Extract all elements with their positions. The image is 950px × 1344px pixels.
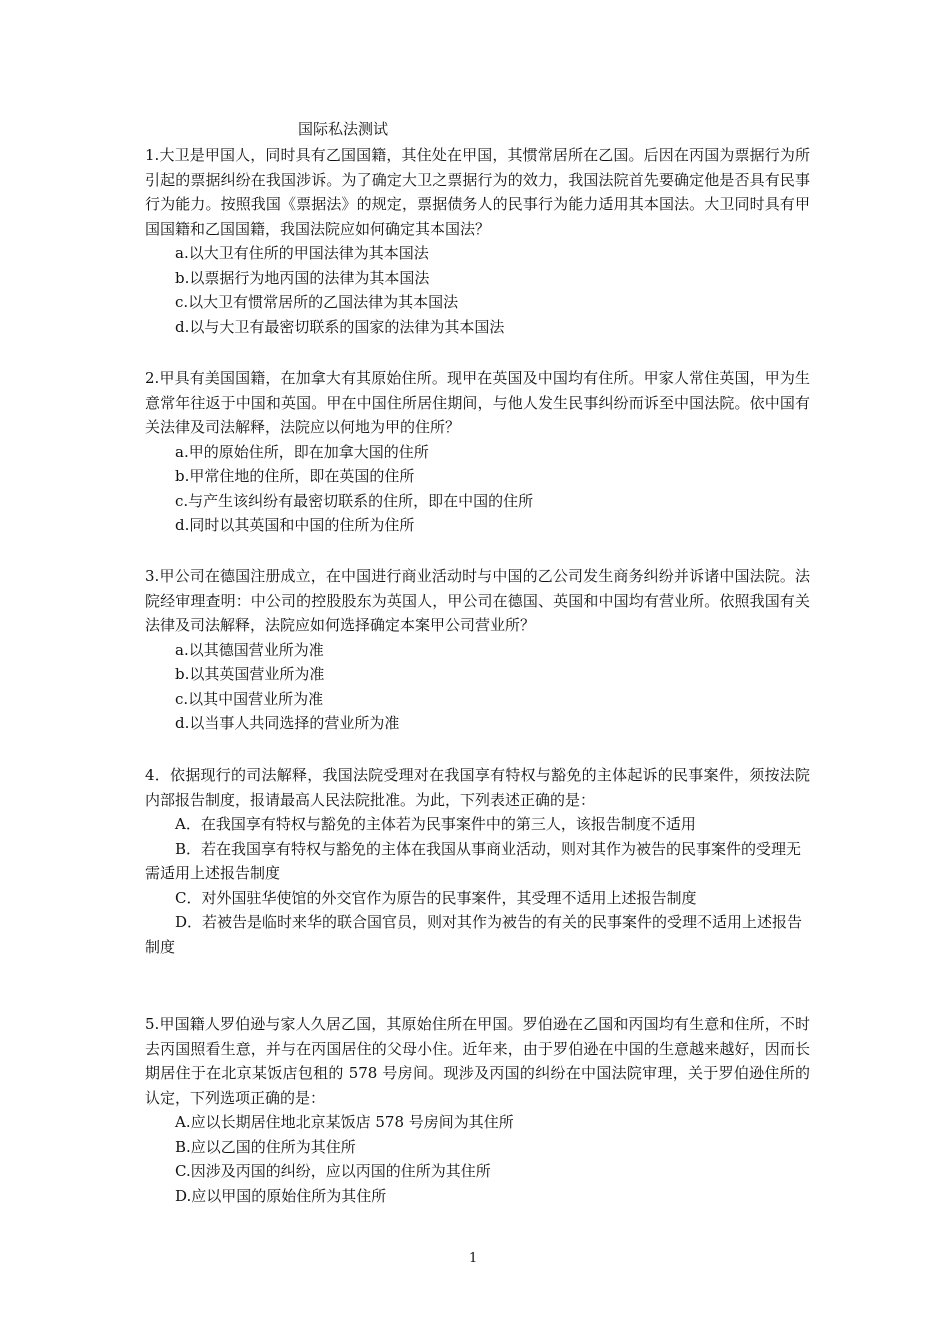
question-text: 3.甲公司在德国注册成立，在中国进行商业活动时与中国的乙公司发生商务纠纷并诉诸中国法院。法院经审理查明：中公司的控股股东为英国人，甲公司在德国、英国和中国均有营业所。依照我国有关法律及司法解释，法院应如何选择确定本案甲公司营业所？ bbox=[145, 567, 810, 634]
option-c: C．对外国驻华使馆的外交官作为原告的民事案件，其受理不适用上述报告制度 bbox=[175, 888, 697, 907]
option-d: D.应以甲国的原始住所为其住所 bbox=[175, 1186, 387, 1205]
question-2 bbox=[145, 366, 810, 538]
option-b: b.以其英国营业所为准 bbox=[175, 665, 325, 683]
question-text: 1.大卫是甲国人，同时具有乙国国籍，其住处在甲国，其惯常居所在乙国。后因在丙国为票据行为所引起的票据纠纷在我国涉诉。为了确定大卫之票据行为的效力，我国法院首先要确定他是否具有民事行为能力。按照我国《票据法》的规定，票据债务人的民事行为能力适用其本国法。大卫同时具有甲国国籍和乙国国籍，我国法院应如何确定其本国法？ bbox=[145, 146, 810, 238]
question-text: 4．依据现行的司法解释，我国法院受理对在我国享有特权与豁免的主体起诉的民事案件，须按法院内部报告制度，报请最高人民法院批准。为此，下列表述正确的是： bbox=[145, 766, 810, 809]
option-a: a.以其德国营业所为准 bbox=[175, 640, 324, 659]
option-list bbox=[145, 812, 810, 959]
option-b: B．若在我国享有特权与豁免的主体在我国从事商业活动，则对其作为被告的民事案件的受理无需适用上述报告制度 bbox=[145, 839, 802, 882]
option-c: c.以大卫有惯常居所的乙国法律为其本国法 bbox=[175, 293, 459, 311]
option-b: b.甲常住地的住所，即在英国的住所 bbox=[175, 467, 415, 485]
option-a: a.甲的原始住所，即在加拿大国的住所 bbox=[175, 442, 429, 461]
option-d: d.以当事人共同选择的营业所为准 bbox=[175, 714, 400, 732]
question-text: 2.甲具有美国国籍，在加拿大有其原始住所。现甲在英国及中国均有住所。甲家人常住英国，甲为生意常年往返于中国和英国。甲在中国住所居住期间，与他人发生民事纠纷而诉至中国法院。依中国有关法律及司法解释，法院应以何地为甲的住所？ bbox=[145, 369, 810, 436]
option-list bbox=[145, 241, 810, 339]
question-3 bbox=[145, 564, 810, 736]
option-b: B.应以乙国的住所为其住所 bbox=[175, 1137, 356, 1156]
option-a: A．在我国享有特权与豁免的主体若为民事案件中的第三人，该报告制度不适用 bbox=[175, 815, 696, 833]
option-d: d.同时以其英国和中国的住所为住所 bbox=[175, 516, 415, 534]
option-list bbox=[145, 440, 810, 538]
option-list bbox=[145, 1110, 810, 1208]
option-list bbox=[145, 638, 810, 736]
document-title: 国际私法测试 bbox=[298, 120, 389, 138]
option-c: C.因涉及丙国的纠纷，应以丙国的住所为其住所 bbox=[175, 1162, 491, 1180]
option-b: b.以票据行为地丙国的法律为其本国法 bbox=[175, 268, 430, 287]
option-d: d.以与大卫有最密切联系的国家的法律为其本国法 bbox=[175, 317, 505, 336]
option-c: c.与产生该纠纷有最密切联系的住所，即在中国的住所 bbox=[175, 491, 534, 510]
page-number: 1 bbox=[469, 1251, 478, 1266]
question-1 bbox=[145, 143, 810, 339]
option-d: D．若被告是临时来华的联合国官员，则对其作为被告的有关的民事案件的受理不适用上述报告制度 bbox=[145, 913, 803, 956]
option-c: c.以其中国营业所为准 bbox=[175, 689, 324, 708]
question-5 bbox=[145, 1012, 810, 1208]
question-text: 5.甲国籍人罗伯逊与家人久居乙国，其原始住所在甲国。罗伯逊在乙国和丙国均有生意和住所，不时去丙国照看生意，并与在丙国居住的父母小住。近年来，由于罗伯逊在中国的生意越来越好，因而长期居住于在北京某饭店包租的 578 号房间。现涉及丙国的纠纷在中国法院审理，关于罗伯逊住所的认定，下列选项正确的是： bbox=[145, 1015, 810, 1107]
question-4 bbox=[145, 763, 810, 959]
option-a: a.以大卫有住所的甲国法律为其本国法 bbox=[175, 244, 429, 262]
option-a: A.应以长期居住地北京某饭店 578 号房间为其住所 bbox=[175, 1113, 514, 1131]
